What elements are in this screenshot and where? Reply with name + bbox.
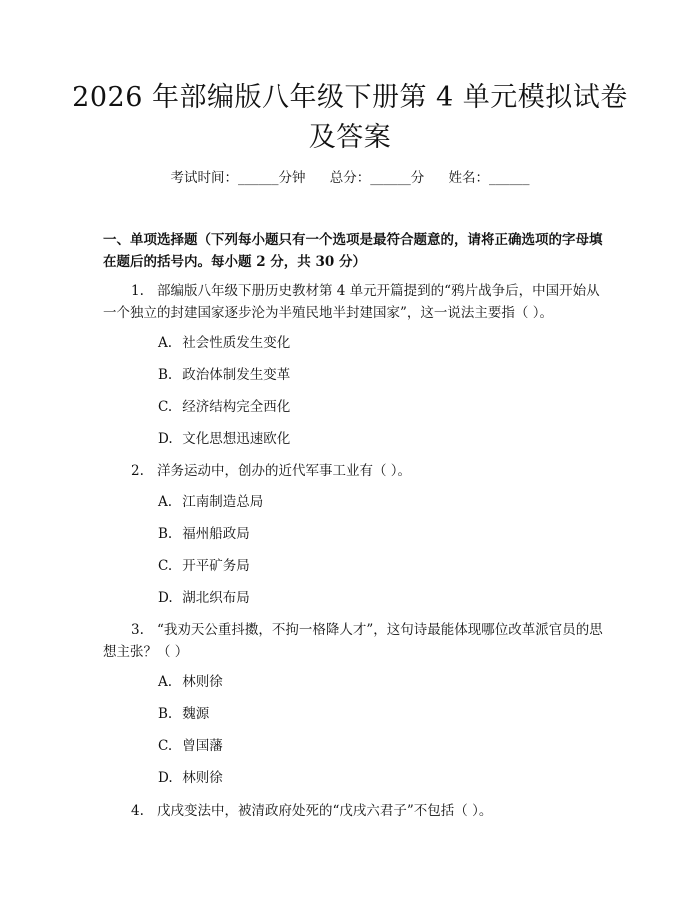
page-title bbox=[60, 78, 640, 158]
option-3d bbox=[158, 768, 578, 788]
option-text: 江南制造总局 bbox=[182, 494, 264, 510]
section-heading: 一、单项选择题（下列每小题只有一个选项是最符合题意的，请将正确选项的字母填在题后的括号内。每小题 2 分，共 30 分） bbox=[103, 232, 603, 270]
option-letter: C. bbox=[158, 399, 173, 415]
option-letter: C. bbox=[158, 558, 173, 574]
option-letter: B. bbox=[158, 367, 173, 383]
question-1 bbox=[103, 280, 603, 324]
option-text: 政治体制发生变革 bbox=[182, 367, 291, 383]
question-number: 1. bbox=[131, 283, 144, 299]
question-2 bbox=[103, 460, 603, 482]
option-3b bbox=[158, 704, 578, 724]
option-2b bbox=[158, 524, 578, 544]
option-3a bbox=[158, 672, 578, 692]
question-4 bbox=[103, 800, 603, 822]
option-text: 湖北织布局 bbox=[182, 590, 250, 606]
option-2c bbox=[158, 556, 578, 576]
option-1a bbox=[158, 333, 578, 353]
option-text: 林则徐 bbox=[182, 770, 223, 786]
option-text: 福州船政局 bbox=[182, 526, 250, 542]
option-letter: D. bbox=[158, 431, 173, 447]
question-number: 3. bbox=[131, 622, 144, 638]
option-letter: C. bbox=[158, 738, 173, 754]
option-1d bbox=[158, 429, 578, 449]
exam-meta bbox=[0, 168, 700, 188]
option-letter: B. bbox=[158, 526, 173, 542]
option-1c bbox=[158, 397, 578, 417]
option-text: 曾国藩 bbox=[182, 738, 223, 754]
exam-time: 考试时间：______分钟 bbox=[170, 170, 306, 186]
option-text: 文化思想迅速欧化 bbox=[182, 431, 291, 447]
option-letter: D. bbox=[158, 770, 173, 786]
option-letter: A. bbox=[158, 335, 173, 351]
total-score: 总分：______分 bbox=[329, 170, 425, 186]
question-text: “我劝天公重抖擞，不拘一格降人才”，这句诗最能体现哪位改革派官员的思想主张？（ ） bbox=[103, 622, 603, 660]
option-2a bbox=[158, 492, 578, 512]
option-text: 经济结构完全西化 bbox=[182, 399, 291, 415]
option-letter: B. bbox=[158, 706, 173, 722]
option-text: 开平矿务局 bbox=[182, 558, 250, 574]
option-text: 林则徐 bbox=[182, 674, 223, 690]
option-text: 社会性质发生变化 bbox=[182, 335, 291, 351]
page-title-line-2: 及答案 bbox=[308, 122, 392, 153]
option-1b bbox=[158, 365, 578, 385]
student-name: 姓名：______ bbox=[448, 170, 530, 186]
question-3 bbox=[103, 619, 603, 663]
option-text: 魏源 bbox=[182, 706, 210, 722]
option-2d bbox=[158, 588, 578, 608]
question-text: 洋务运动中，创办的近代军事工业有（ ）。 bbox=[157, 463, 412, 479]
question-text: 戊戌变法中，被清政府处死的“戊戌六君子”不包括（ ）。 bbox=[157, 803, 493, 819]
option-3c bbox=[158, 736, 578, 756]
option-letter: A. bbox=[158, 494, 173, 510]
page-title-line-1: 2026 年部编版八年级下册第 4 单元模拟试卷 bbox=[72, 82, 628, 113]
option-letter: D. bbox=[158, 590, 173, 606]
option-letter: A. bbox=[158, 674, 173, 690]
question-number: 2. bbox=[131, 463, 144, 479]
question-text: 部编版八年级下册历史教材第 4 单元开篇提到的“鸦片战争后，中国开始从一个独立的封建国家逐步沦为半殖民地半封建国家”，这一说法主要指（ ）。 bbox=[103, 283, 600, 321]
question-number: 4. bbox=[131, 803, 144, 819]
